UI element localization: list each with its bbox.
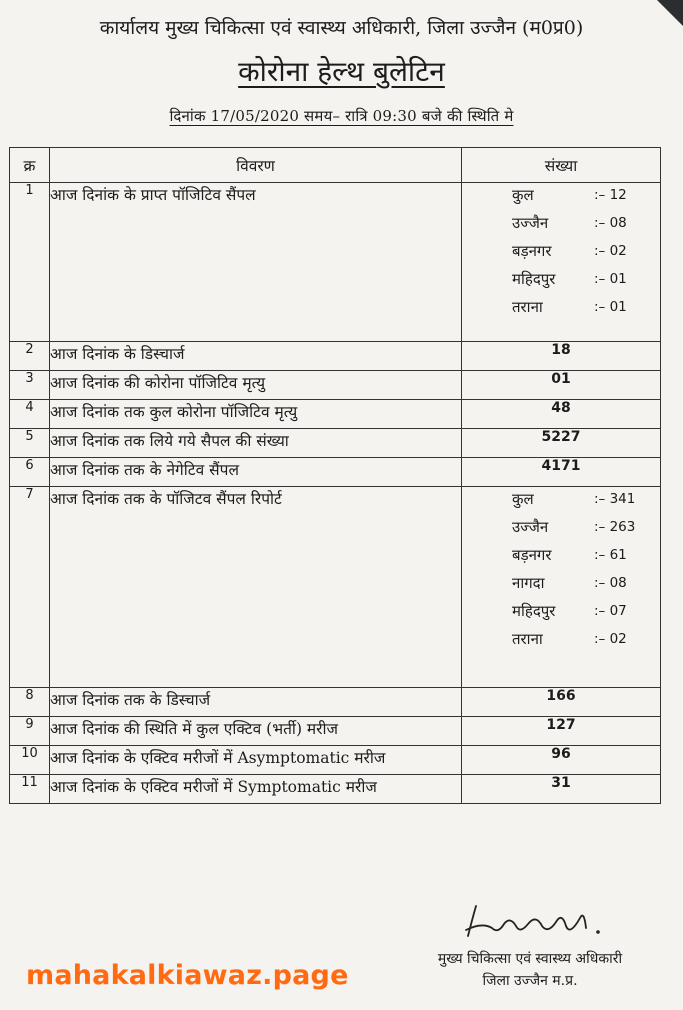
table-row: [10, 400, 661, 429]
breakdown-value: :– 12: [594, 187, 627, 203]
table-header-row: [10, 148, 661, 183]
row-description: आज दिनांक तक लिये गये सैपल की संख्या: [50, 429, 462, 458]
row-description: आज दिनांक तक के डिस्चार्ज: [50, 688, 462, 717]
row-description: आज दिनांक तक के पॉजिटव सैंपल रिपोर्ट: [50, 487, 462, 688]
source-watermark: mahakalkiawaz.page: [26, 960, 349, 991]
row-value: 4171: [462, 458, 661, 487]
table-row: [10, 429, 661, 458]
breakdown-value: :– 08: [594, 215, 627, 231]
table-row: [10, 775, 661, 804]
table-row: [10, 183, 661, 342]
row-value: 127: [462, 717, 661, 746]
signatory-designation: मुख्य चिकित्सा एवं स्वास्थ्य अधिकारी: [437, 951, 623, 967]
breakdown-value: :– 263: [594, 519, 636, 535]
breakdown-value: :– 08: [594, 575, 627, 591]
table-row: [10, 746, 661, 775]
date-time-line: दिनांक 17/05/2020 समय– रात्रि 09:30 बजे की स्थिति मे: [169, 107, 514, 125]
breakdown-value: :– 02: [594, 243, 627, 259]
row-value: 166: [462, 688, 661, 717]
breakdown-label: उज्जैन: [512, 518, 549, 536]
breakdown-value: :– 07: [594, 603, 627, 619]
table-row: [10, 458, 661, 487]
row-description: आज दिनांक के डिस्चार्ज: [50, 342, 462, 371]
breakdown-label: बड़नगर: [512, 546, 552, 564]
breakdown-value: :– 01: [594, 271, 627, 287]
row-description: आज दिनांक की कोरोना पॉजिटिव मृत्यु: [50, 371, 462, 400]
header-description: विवरण: [50, 148, 462, 183]
row-description: आज दिनांक के प्राप्त पॉजिटिव सैंपल: [50, 183, 462, 342]
row-serial: 4: [10, 400, 50, 429]
breakdown-label: तराना: [512, 630, 543, 648]
row-value: 18: [462, 342, 661, 371]
bulletin-title: कोरोना हेल्थ बुलेटिन: [238, 55, 445, 88]
row-value: 01: [462, 371, 661, 400]
row-serial: 7: [10, 487, 50, 688]
breakdown-label: उज्जैन: [512, 214, 549, 232]
row-description: आज दिनांक तक के नेगेटिव सैंपल: [50, 458, 462, 487]
breakdown-value: :– 01: [594, 299, 627, 315]
row-value: 48: [462, 400, 661, 429]
header-serial: क्र: [10, 148, 50, 183]
breakdown-label: नागदा: [512, 574, 545, 592]
signatory-district: जिला उज्जैन म.प्र.: [482, 973, 578, 989]
row-value: 96: [462, 746, 661, 775]
table-row: [10, 371, 661, 400]
row-serial: 10: [10, 746, 50, 775]
table-row: [10, 487, 661, 688]
row-serial: 8: [10, 688, 50, 717]
row-serial: 3: [10, 371, 50, 400]
row-serial: 2: [10, 342, 50, 371]
table-row: [10, 688, 661, 717]
row-serial: 5: [10, 429, 50, 458]
breakdown-label: कुल: [512, 490, 534, 508]
breakdown-label: बड़नगर: [512, 242, 552, 260]
breakdown-label: तराना: [512, 298, 543, 316]
handwritten-signature: [462, 900, 622, 946]
breakdown-label: महिदपुर: [512, 270, 556, 288]
row-value: 31: [462, 775, 661, 804]
breakdown-value: :– 61: [594, 547, 627, 563]
row-breakdown: [462, 183, 661, 342]
signatory-block: [395, 948, 665, 992]
row-value: 5227: [462, 429, 661, 458]
breakdown-value: :– 341: [594, 491, 636, 507]
row-serial: 1: [10, 183, 50, 342]
breakdown-label: कुल: [512, 186, 534, 204]
breakdown-value: :– 02: [594, 631, 627, 647]
row-serial: 6: [10, 458, 50, 487]
row-description: आज दिनांक तक कुल कोरोना पॉजिटिव मृत्यु: [50, 400, 462, 429]
bulletin-table: [9, 147, 661, 804]
row-serial: 9: [10, 717, 50, 746]
row-breakdown: [462, 487, 661, 688]
header-count: संख्या: [462, 148, 661, 183]
row-description: आज दिनांक की स्थिति में कुल एक्टिव (भर्ती) मरीज: [50, 717, 462, 746]
office-heading: कार्यालय मुख्य चिकित्सा एवं स्वास्थ्य अधिकारी, जिला उज्जैन (म0प्र0): [99, 17, 584, 39]
breakdown-label: महिदपुर: [512, 602, 556, 620]
row-description: आज दिनांक के एक्टिव मरीजों में Symptomatic मरीज: [50, 775, 462, 804]
table-row: [10, 342, 661, 371]
row-serial: 11: [10, 775, 50, 804]
row-description: आज दिनांक के एक्टिव मरीजों में Asymptomatic मरीज: [50, 746, 462, 775]
table-row: [10, 717, 661, 746]
